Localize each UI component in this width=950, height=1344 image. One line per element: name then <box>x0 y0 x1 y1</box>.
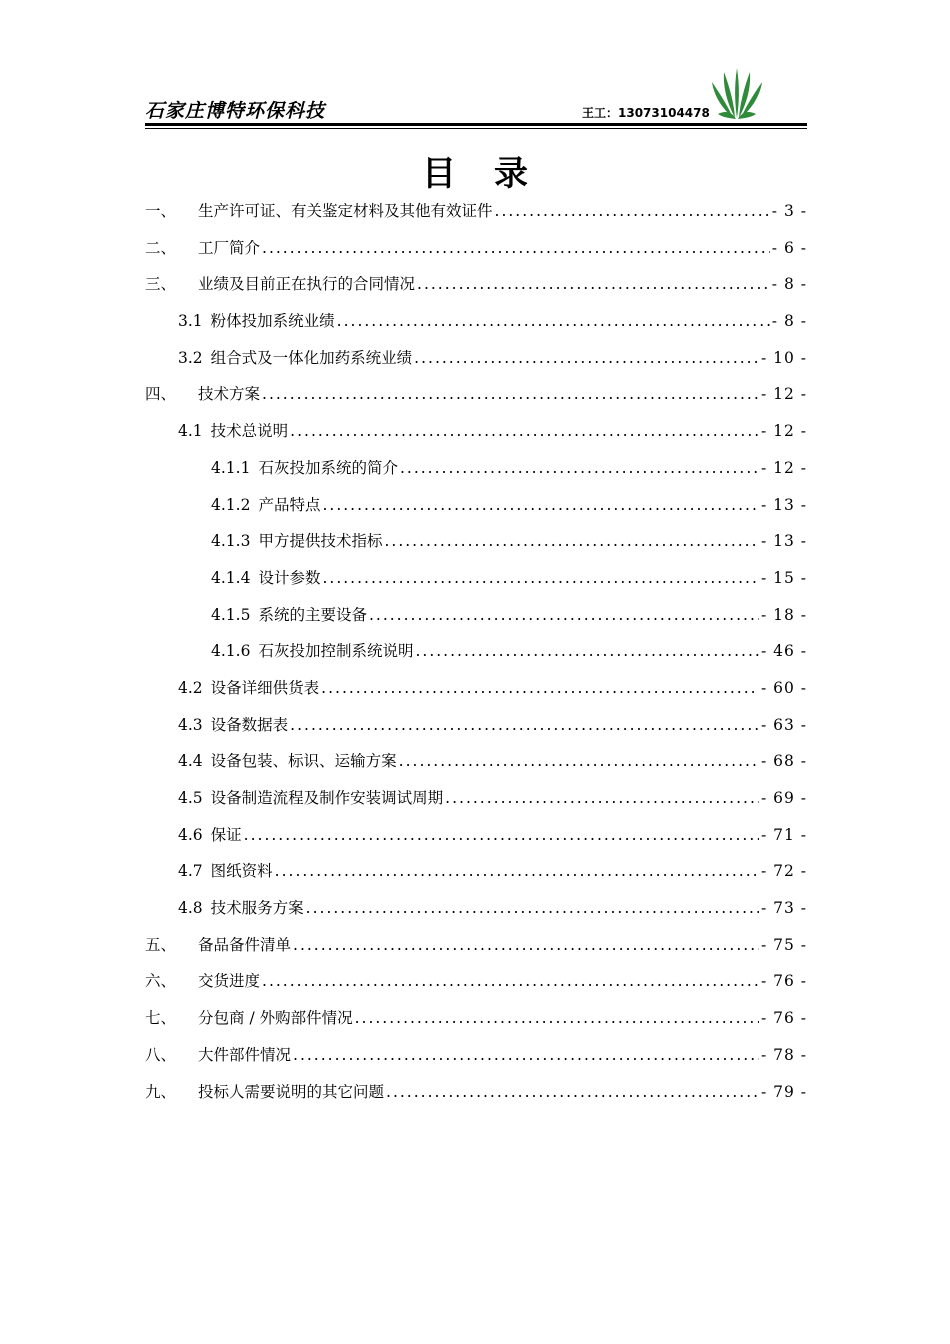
toc-entry-page: - 15 - <box>760 568 807 587</box>
toc-entry-label: 图纸资料 <box>210 862 273 881</box>
toc-entry[interactable] <box>145 927 807 964</box>
toc-entry[interactable] <box>145 230 807 267</box>
toc-leader-dots <box>415 633 758 670</box>
toc-leader-dots <box>293 927 759 964</box>
toc-entry-number: 3.2 <box>178 348 203 367</box>
toc-entry[interactable] <box>145 743 807 780</box>
contact-info: 王工：13073104478 <box>582 106 710 120</box>
toc-leader-dots <box>262 376 759 413</box>
toc-entry[interactable] <box>145 890 807 927</box>
toc-leader-dots <box>495 193 770 230</box>
toc-entry-page: - 73 - <box>760 899 807 918</box>
toc-entry-page: - 12 - <box>760 422 807 441</box>
toc-entry-page: - 46 - <box>760 642 807 661</box>
toc-entry-number: 4.1 <box>178 422 203 441</box>
toc-leader-dots <box>321 670 759 707</box>
toc-entry[interactable] <box>145 963 807 1000</box>
toc-leader-dots <box>244 817 759 854</box>
toc-entry[interactable] <box>145 707 807 744</box>
toc-entry[interactable] <box>145 853 807 890</box>
company-name: 石家庄博特环保科技 <box>145 100 326 122</box>
toc-leader-dots <box>386 1074 759 1111</box>
toc-leader-dots <box>322 487 758 524</box>
toc-entry-number: 4.1.4 <box>211 568 251 587</box>
toc-leader-dots <box>322 560 758 597</box>
toc-entry[interactable] <box>145 597 807 634</box>
toc-entry-page: - 71 - <box>760 825 807 844</box>
toc-entry[interactable] <box>145 1000 807 1037</box>
toc-entry-page: - 76 - <box>760 1009 807 1028</box>
toc-entry[interactable] <box>145 1037 807 1074</box>
toc-entry-number: 4.1.5 <box>211 605 251 624</box>
toc-entry[interactable] <box>145 523 807 560</box>
toc-entry-label: 工厂简介 <box>198 238 261 257</box>
table-of-contents <box>145 193 807 1110</box>
toc-entry-page: - 12 - <box>760 385 807 404</box>
toc-leader-dots <box>290 413 759 450</box>
toc-entry-label: 设计参数 <box>258 568 321 587</box>
toc-entry-number: 六、 <box>145 972 177 991</box>
toc-entry[interactable] <box>145 633 807 670</box>
toc-entry-label: 粉体投加系统业绩 <box>210 312 335 331</box>
toc-entry-number: 4.5 <box>178 789 203 807</box>
toc-entry-number: 二、 <box>145 238 177 257</box>
toc-leader-dots <box>262 230 770 267</box>
toc-entry-label: 交货进度 <box>198 972 261 991</box>
toc-entry-label: 石灰投加系统的简介 <box>258 458 398 477</box>
toc-entry-label: 石灰投加控制系统说明 <box>258 642 414 661</box>
toc-leader-dots <box>290 707 759 744</box>
toc-entry-number: 4.7 <box>178 862 203 881</box>
toc-entry-label: 业绩及目前正在执行的合同情况 <box>198 275 416 294</box>
toc-entry[interactable] <box>145 670 807 707</box>
toc-entry-label: 组合式及一体化加药系统业绩 <box>210 348 413 367</box>
toc-entry[interactable] <box>145 780 807 817</box>
toc-entry-page: - 60 - <box>760 678 807 697</box>
toc-entry-number: 八、 <box>145 1045 177 1064</box>
toc-leader-dots <box>293 1037 759 1074</box>
toc-entry-label: 设备数据表 <box>210 715 289 734</box>
page-header <box>145 60 807 130</box>
toc-entry-number: 4.1.6 <box>211 642 251 661</box>
toc-entry-number: 五、 <box>145 935 177 954</box>
toc-entry-page: - 13 - <box>760 495 807 514</box>
toc-entry-number: 九、 <box>145 1082 177 1101</box>
toc-entry-number: 4.6 <box>178 825 203 844</box>
toc-entry-page: - 6 - <box>771 238 807 257</box>
toc-leader-dots <box>337 303 770 340</box>
toc-entry-page: - 3 - <box>771 202 807 220</box>
toc-entry[interactable] <box>145 376 807 413</box>
toc-leader-dots <box>384 523 758 560</box>
toc-entry-number: 4.2 <box>178 678 203 697</box>
toc-entry-number: 一、 <box>145 202 177 220</box>
toc-entry[interactable] <box>145 303 807 340</box>
toc-leader-dots <box>275 853 759 890</box>
toc-leader-dots <box>417 266 770 303</box>
toc-entry[interactable] <box>145 413 807 450</box>
toc-entry-number: 4.1.3 <box>211 532 251 551</box>
toc-entry-label: 保证 <box>210 825 242 844</box>
toc-entry[interactable] <box>145 817 807 854</box>
toc-entry-page: - 75 - <box>760 935 807 954</box>
toc-entry-number: 4.8 <box>178 899 203 918</box>
toc-entry-number: 4.1.1 <box>211 458 251 477</box>
toc-leader-dots <box>355 1000 759 1037</box>
toc-leader-dots <box>399 743 759 780</box>
toc-entry[interactable] <box>145 450 807 487</box>
toc-entry-number: 三、 <box>145 275 177 294</box>
toc-entry-page: - 12 - <box>760 458 807 477</box>
toc-entry-label: 系统的主要设备 <box>258 605 367 624</box>
toc-entry-number: 4.3 <box>178 715 203 734</box>
toc-entry-page: - 8 - <box>771 312 807 331</box>
toc-entry[interactable] <box>145 1074 807 1111</box>
toc-leader-dots <box>414 340 759 377</box>
toc-leader-dots <box>369 597 759 634</box>
toc-entry-label: 设备制造流程及制作安装调试周期 <box>210 789 444 807</box>
toc-entry-page: - 18 - <box>760 605 807 624</box>
toc-entry-page: - 68 - <box>760 752 807 771</box>
toc-leader-dots <box>400 450 759 487</box>
toc-entry-label: 设备详细供货表 <box>210 678 320 697</box>
toc-entry-page: - 13 - <box>760 532 807 551</box>
toc-entry-label: 大件部件情况 <box>198 1045 292 1064</box>
toc-entry-label: 技术总说明 <box>210 422 289 441</box>
toc-entry[interactable] <box>145 487 807 524</box>
toc-leader-dots <box>445 780 759 817</box>
toc-entry-label: 生产许可证、有关鉴定材料及其他有效证件 <box>198 202 493 220</box>
toc-entry[interactable] <box>145 340 807 377</box>
page-title: 目录 <box>422 154 566 194</box>
toc-entry-page: - 78 - <box>760 1045 807 1064</box>
toc-entry[interactable] <box>145 560 807 597</box>
toc-entry-label: 备品备件清单 <box>198 935 292 954</box>
toc-entry-number: 七、 <box>145 1009 177 1028</box>
toc-entry-page: - 72 - <box>760 862 807 881</box>
toc-entry-label: 技术方案 <box>198 385 261 404</box>
toc-entry-label: 技术服务方案 <box>210 899 304 918</box>
toc-entry[interactable] <box>145 266 807 303</box>
toc-entry-label: 投标人需要说明的其它问题 <box>198 1082 385 1101</box>
header-rule-thin <box>145 128 807 129</box>
toc-leader-dots <box>262 963 759 1000</box>
toc-entry-number: 4.4 <box>178 752 203 771</box>
toc-entry-label: 甲方提供技术指标 <box>258 532 383 551</box>
toc-entry-page: - 79 - <box>760 1082 807 1101</box>
toc-entry-page: - 8 - <box>771 275 807 294</box>
toc-entry-page: - 63 - <box>760 715 807 734</box>
toc-entry-page: - 10 - <box>760 348 807 367</box>
toc-entry-page: - 69 - <box>760 789 807 807</box>
toc-entry-number: 四、 <box>145 385 177 404</box>
header-rule-thick <box>145 123 807 126</box>
toc-entry-label: 产品特点 <box>258 495 321 514</box>
toc-entry-label: 设备包装、标识、运输方案 <box>210 752 397 771</box>
toc-entry-page: - 76 - <box>760 972 807 991</box>
toc-entry-number: 3.1 <box>178 312 203 331</box>
toc-entry-number: 4.1.2 <box>211 495 251 514</box>
toc-entry-label: 分包商 / 外购部件情况 <box>198 1009 353 1028</box>
leaf-fan-logo-icon <box>710 64 764 120</box>
toc-entry[interactable] <box>145 193 807 230</box>
toc-leader-dots <box>306 890 759 927</box>
